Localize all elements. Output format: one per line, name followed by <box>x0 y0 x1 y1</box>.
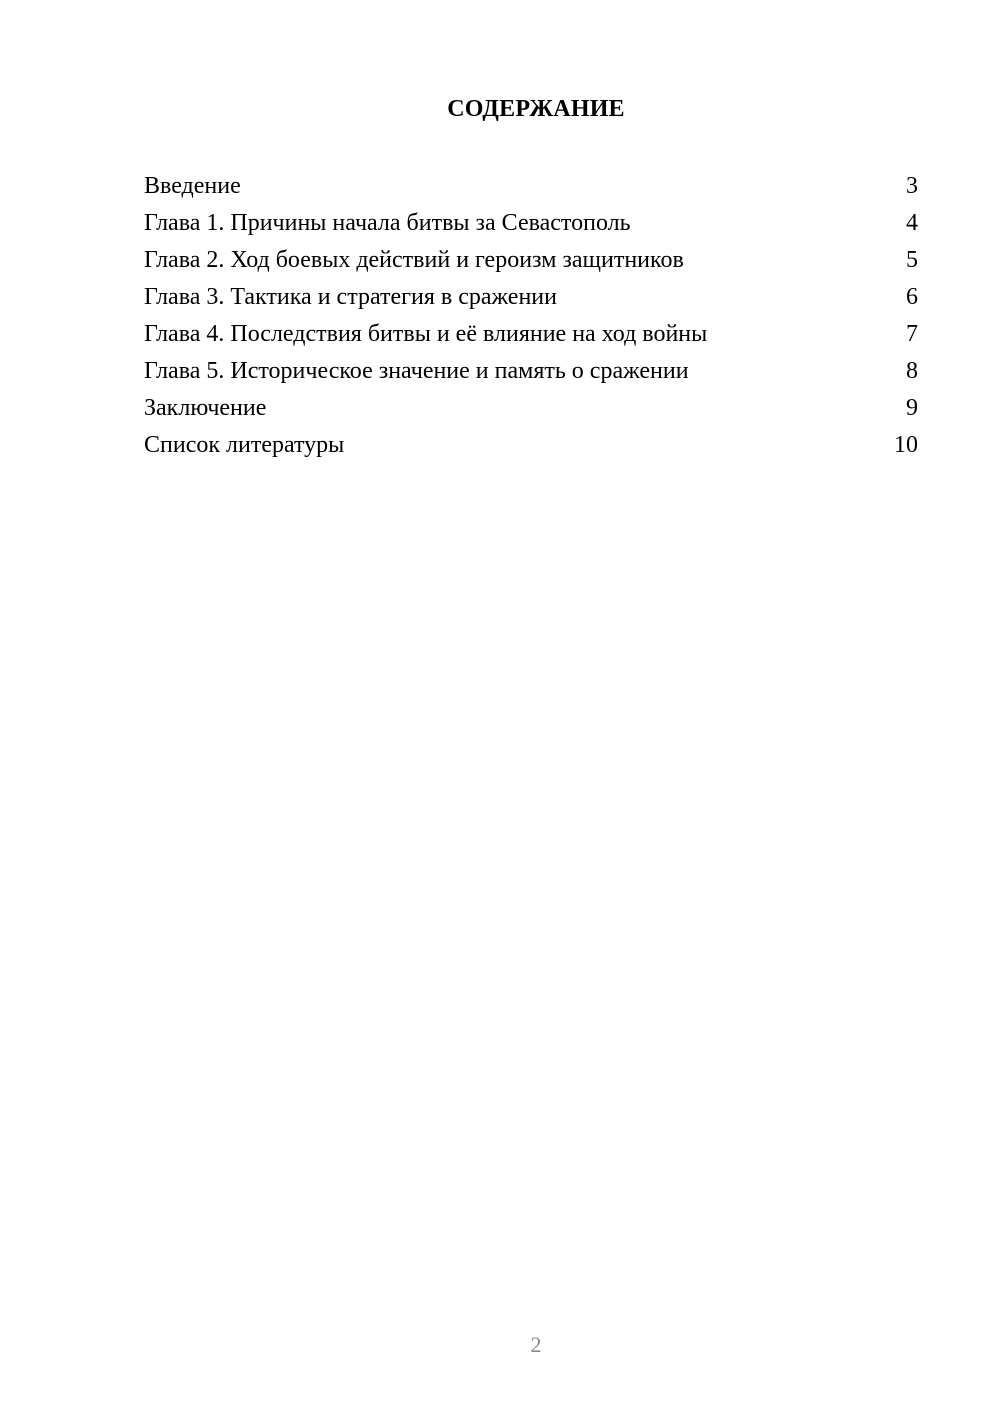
toc-entry-label: Глава 5. Историческое значение и память о сражении <box>144 358 689 384</box>
toc-entry-references <box>144 427 918 464</box>
toc-title: СОДЕРЖАНИЕ <box>447 96 625 122</box>
toc-entry-label: Глава 2. Ход боевых действий и героизм защитников <box>144 247 684 273</box>
toc-entry-label: Введение <box>144 173 241 199</box>
toc-entry-conclusion <box>144 390 918 427</box>
toc-entry-chapter-2 <box>144 242 918 279</box>
toc-entry-page: 3 <box>906 173 918 199</box>
toc-entry-page: 8 <box>906 358 918 384</box>
toc-entry-page: 9 <box>906 395 918 421</box>
toc-entry-label: Список литературы <box>144 432 345 458</box>
toc-entry-introduction <box>144 168 918 205</box>
toc-entry-chapter-3 <box>144 279 918 316</box>
toc-entry-chapter-5 <box>144 353 918 390</box>
toc-entry-page: 10 <box>894 432 918 458</box>
table-of-contents <box>144 168 918 464</box>
page-number: 2 <box>530 1332 542 1357</box>
toc-entry-label: Глава 3. Тактика и стратегия в сражении <box>144 284 557 310</box>
toc-entry-chapter-4 <box>144 316 918 353</box>
toc-entry-chapter-1 <box>144 205 918 242</box>
toc-entry-page: 5 <box>906 247 918 273</box>
toc-entry-page: 4 <box>906 210 918 236</box>
toc-entry-page: 6 <box>906 284 918 310</box>
toc-entry-label: Заключение <box>144 395 267 421</box>
toc-entry-label: Глава 1. Причины начала битвы за Севастополь <box>144 210 631 236</box>
toc-entry-label: Глава 4. Последствия битвы и её влияние на ход войны <box>144 321 708 347</box>
toc-entry-page: 7 <box>906 321 918 347</box>
